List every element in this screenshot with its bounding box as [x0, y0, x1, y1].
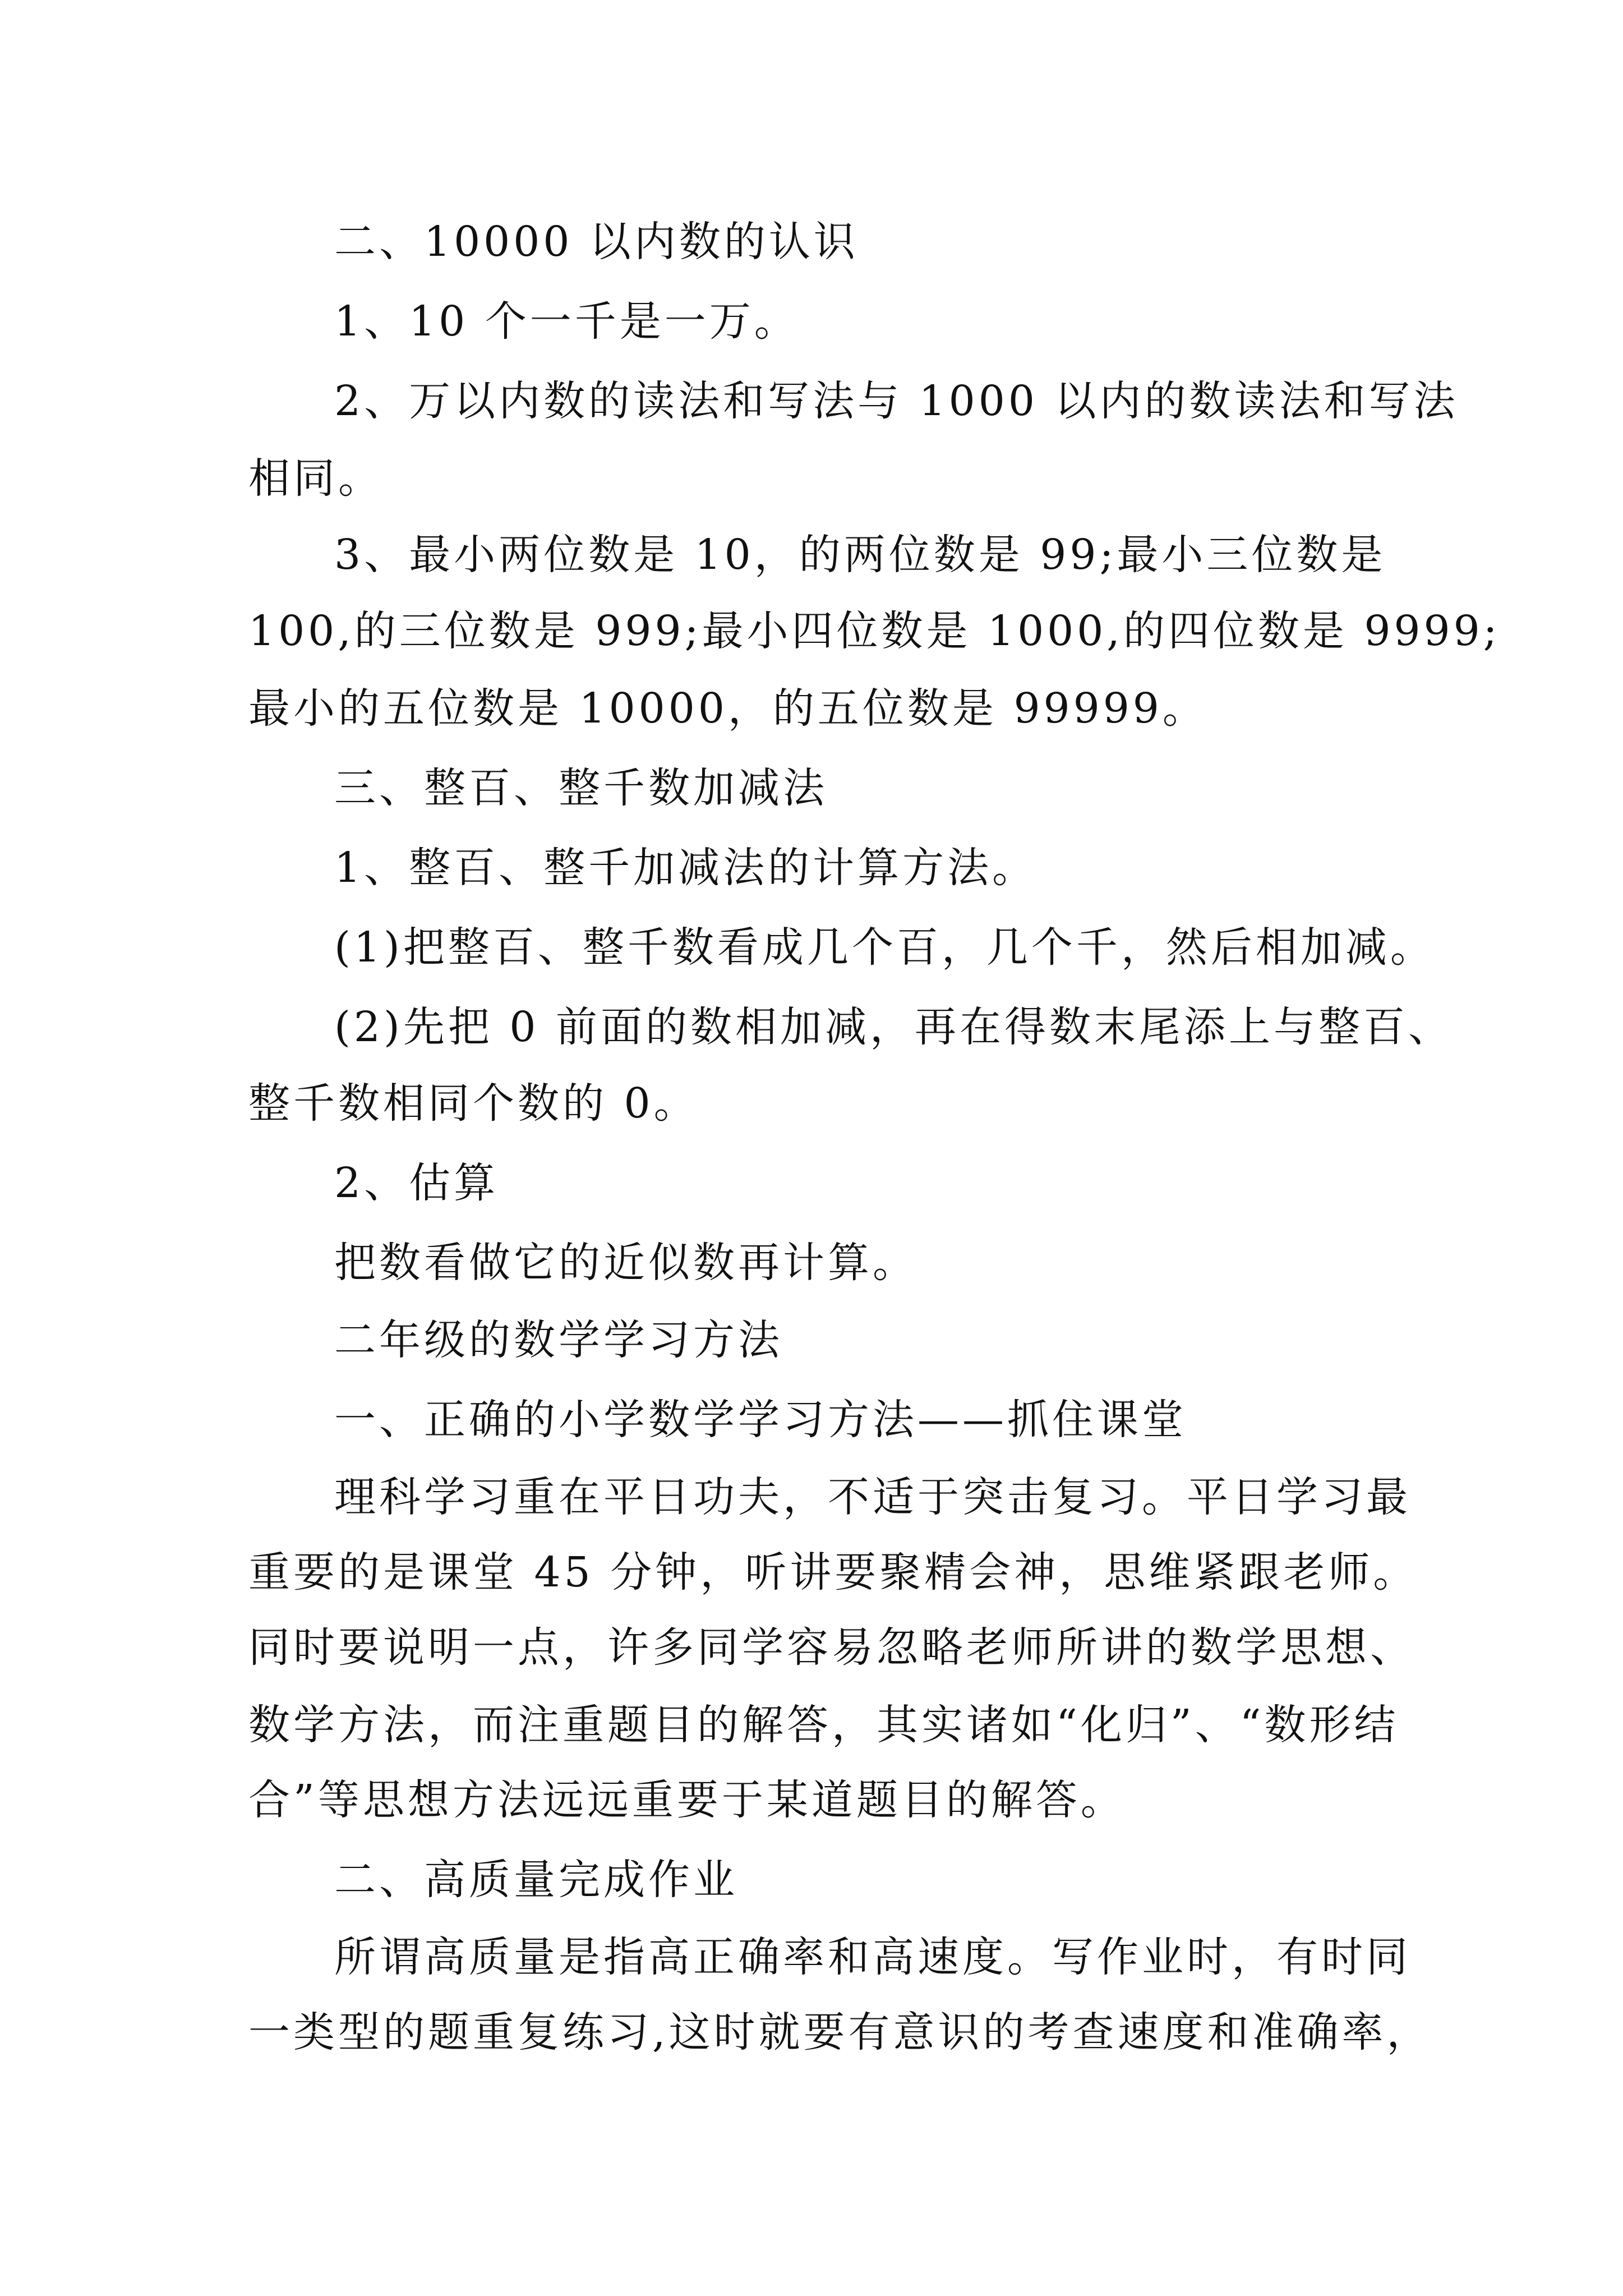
- paragraph-line: 1、整百、整千加减法的计算方法。: [334, 844, 1038, 892]
- section-heading-classroom: 一、正确的小学数学学习方法——抓住课堂: [334, 1396, 1187, 1444]
- paragraph-line: 相同。: [248, 454, 383, 503]
- paragraph-line: 3、最小两位数是 10，的两位数是 99;最小三位数是: [334, 531, 1386, 579]
- section-heading-10000-numbers: 二、10000 以内数的认识: [334, 218, 859, 266]
- paragraph-line: (1)把整百、整千数看成几个百，几个千，然后相加减。: [334, 923, 1435, 972]
- paragraph-line: 2、万以内数的读法和写法与 1000 以内的数读法和写法: [334, 377, 1459, 425]
- paragraph-line: 2、估算: [334, 1159, 499, 1207]
- paragraph-line: 把数看做它的近似数再计算。: [334, 1239, 917, 1287]
- paragraph-line: 重要的是课堂 45 分钟，听讲要聚精会神，思维紧跟老师。: [248, 1548, 1418, 1596]
- paragraph-line: 同时要说明一点，许多同学容易忽略老师所讲的数学思想、: [248, 1623, 1415, 1672]
- paragraph-line: 最小的五位数是 10000，的五位数是 99999。: [248, 684, 1207, 733]
- paragraph-line: 100,的三位数是 999;最小四位数是 1000,的四位数是 9999;: [248, 607, 1501, 655]
- paragraph-line: 1、10 个一千是一万。: [334, 297, 799, 346]
- paragraph-line: (2)先把 0 前面的数相加减，再在得数末尾添上与整百、: [334, 1003, 1453, 1051]
- paragraph-line: 一类型的题重复练习,这时就要有意识的考查速度和准确率，: [248, 2008, 1432, 2056]
- section-heading-addition-subtraction: 三、整百、整千数加减法: [334, 764, 828, 812]
- paragraph-line: 所谓高质量是指高正确率和高速度。写作业时，有时同: [334, 1933, 1411, 1981]
- paragraph-line: 数学方法，而注重题目的解答，其实诸如“化归”、“数形结: [248, 1701, 1399, 1749]
- paragraph-line: 合”等思想方法远远重要于某道题目的解答。: [248, 1776, 1126, 1824]
- paragraph-line: 整千数相同个数的 0。: [248, 1079, 699, 1128]
- paragraph-line: 理科学习重在平日功夫，不适于突击复习。平日学习最: [334, 1473, 1411, 1521]
- section-heading-study-methods: 二年级的数学学习方法: [334, 1316, 783, 1364]
- section-heading-homework: 二、高质量完成作业: [334, 1856, 738, 1904]
